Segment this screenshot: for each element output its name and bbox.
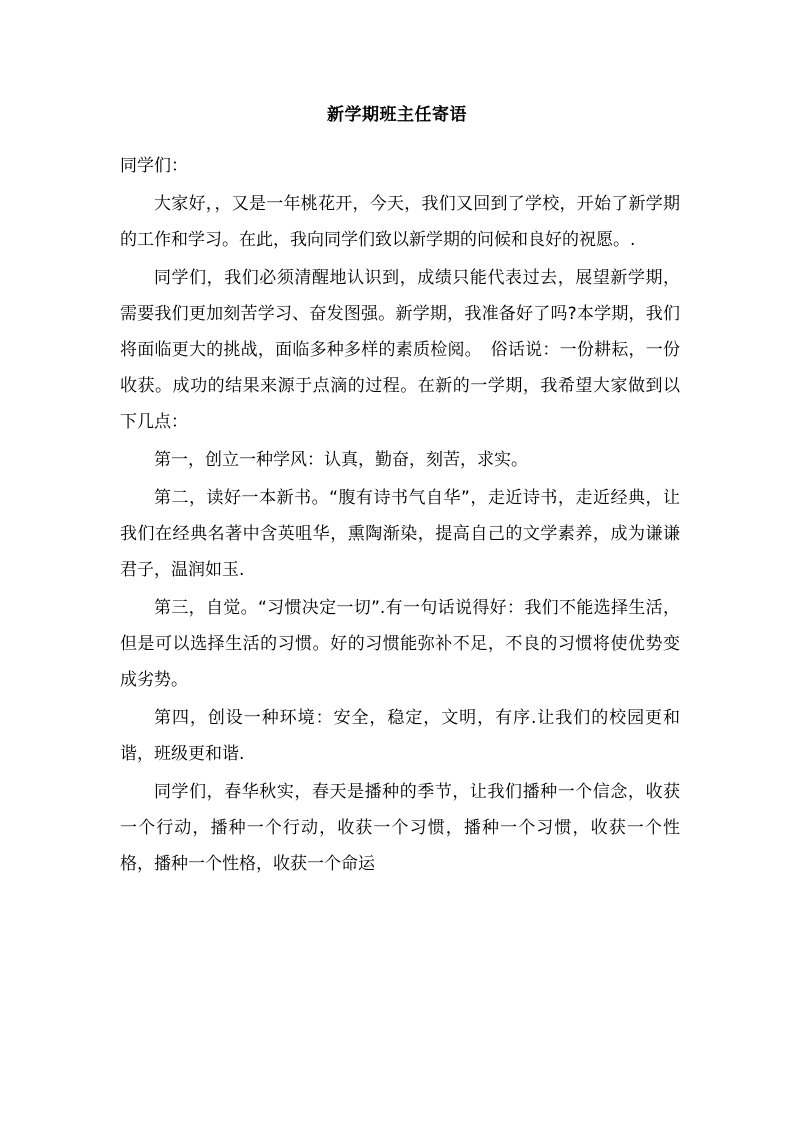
document-body [120, 148, 680, 884]
paragraph-point-four: 第四，创设一种环境：安全，稳定，文明，有序.让我们的校园更和谐，班级更和谐. [120, 708, 680, 764]
paragraph-greeting: 大家好，，又是一年桃花开，今天，我们又回到了学校，开始了新学期的工作和学习。在此，我向同学们致以新学期的问候和良好的祝愿。. [120, 194, 680, 250]
paragraph-point-one: 第一，创立一种学风：认真，勤奋，刻苦，求实。 [154, 450, 528, 470]
paragraph-new-semester: 同学们，我们必须清醒地认识到，成绩只能代表过去，展望新学期，需要我们更加刻苦学习、奋发图强。新学期，我准备好了吗?本学期，我们将面临更大的挑战，面临多种多样的素质检阅。 俗话说：一份耕耘，一份收获。成功的结果来源于点滴的过程。在新的一学期，我希望大家做到以下几点： [120, 268, 680, 432]
paragraph-point-three: 第三，自觉。“习惯决定一切”.有一句话说得好：我们不能选择生活，但是可以选择生活的习惯。好的习惯能弥补不足，不良的习惯将使优势变成劣势。 [120, 598, 680, 690]
paragraph-point-two: 第二，读好一本新书。“腹有诗书气自华”，走近诗书，走近经典，让我们在经典名著中含英咀华，熏陶渐染，提高自己的文学素养，成为谦谦君子，温润如玉. [120, 488, 680, 580]
paragraph-closing: 同学们，春华秋实，春天是播种的季节，让我们播种一个信念，收获一个行动，播种一个行动，收获一个习惯，播种一个习惯，收获一个性格，播种一个性格，收获一个命运 [120, 782, 680, 874]
salutation: 同学们： [120, 156, 188, 176]
document-title: 新学期班主任寄语 [327, 105, 467, 125]
